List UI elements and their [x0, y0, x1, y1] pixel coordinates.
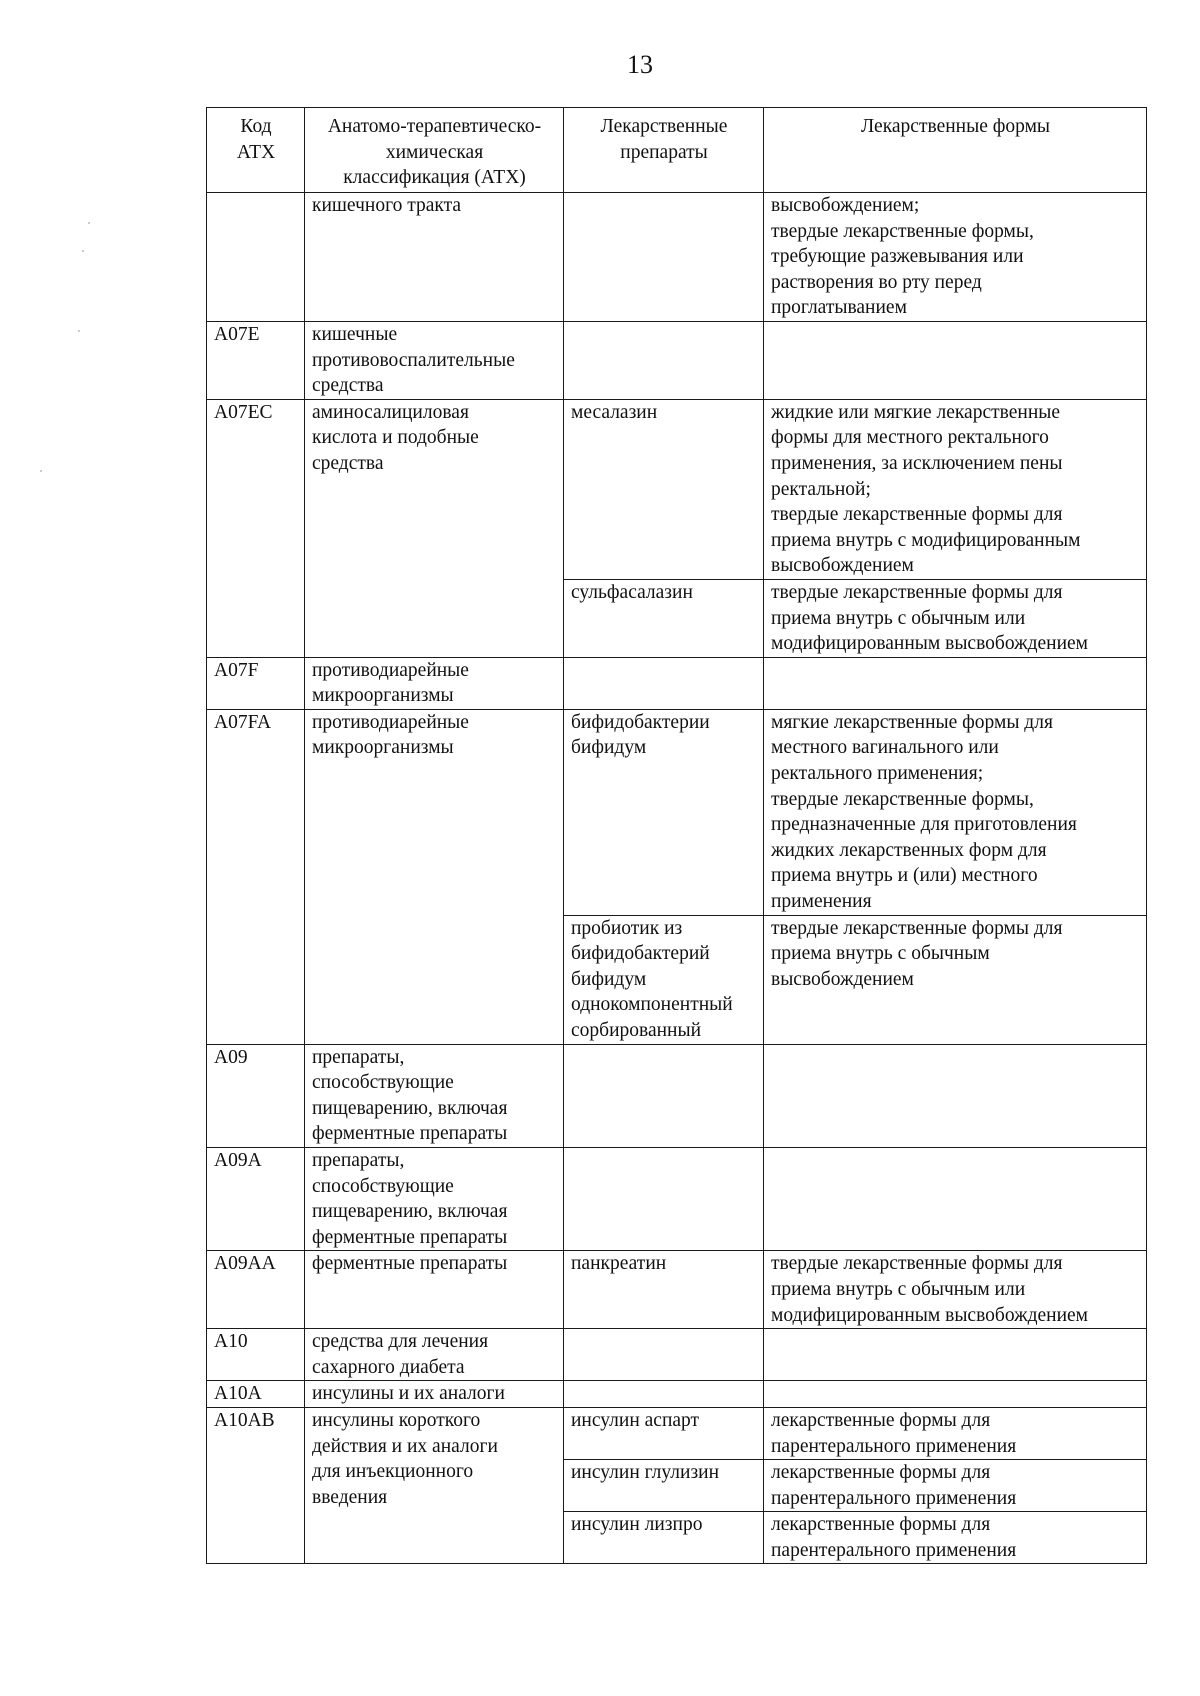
drug-cell	[564, 1329, 764, 1381]
table-row	[207, 1381, 1147, 1408]
table-row	[207, 399, 1147, 579]
atc-class-cell: средства для лечения сахарного диабета	[305, 1329, 564, 1381]
scan-speck	[88, 222, 90, 224]
table-row	[207, 321, 1147, 399]
atc-class-cell: кишечные противовоспалительные средства	[305, 321, 564, 399]
atc-code-cell: A07EC	[207, 399, 305, 657]
dosage-form-cell: мягкие лекарственные формы для местного вагинального или ректального применения; твердые лекарственные формы, предназначенные для приготовления жидких лекарственных форм для приема внутрь и (или) местного применения	[764, 709, 1147, 915]
table-row	[207, 709, 1147, 915]
atc-code-cell: A10AB	[207, 1407, 305, 1564]
atc-code-cell: A07E	[207, 321, 305, 399]
drug-cell	[564, 1381, 764, 1408]
table-header-row	[207, 108, 1147, 193]
table-row	[207, 1147, 1147, 1250]
dosage-form-cell	[764, 1147, 1147, 1250]
scan-speck	[82, 250, 84, 252]
scan-speck	[40, 470, 42, 472]
header-atc-classification: Анатомо-терапевтическо- химическая классификация (АТХ)	[305, 108, 564, 193]
atc-code-cell: A10A	[207, 1381, 305, 1408]
atc-class-cell: аминосалициловая кислота и подобные средства	[305, 399, 564, 657]
table-row	[207, 193, 1147, 322]
atc-class-cell: препараты, способствующие пищеварению, включая ферментные препараты	[305, 1147, 564, 1250]
atc-class-cell: инсулины и их аналоги	[305, 1381, 564, 1408]
atc-class-cell: кишечного тракта	[305, 193, 564, 322]
drug-cell	[564, 321, 764, 399]
table-row	[207, 1407, 1147, 1459]
drug-cell	[564, 1147, 764, 1250]
dosage-form-cell	[764, 1381, 1147, 1408]
drug-cell	[564, 1044, 764, 1147]
header-dosage-forms: Лекарственные формы	[764, 108, 1147, 193]
drug-cell	[564, 657, 764, 709]
drug-cell: инсулин глулизин	[564, 1460, 764, 1512]
atc-class-cell: препараты, способствующие пищеварению, включая ферментные препараты	[305, 1044, 564, 1147]
dosage-form-cell	[764, 321, 1147, 399]
drug-cell: пробиотик из бифидобактерий бифидум однокомпонентный сорбированный	[564, 915, 764, 1044]
page-number: 13	[627, 50, 653, 79]
atc-code-cell: A09	[207, 1044, 305, 1147]
dosage-form-cell: жидкие или мягкие лекарственные формы для местного ректального применения, за исключением пены ректальной; твердые лекарственные формы для приема внутрь с модифицированным высвобождением	[764, 399, 1147, 579]
dosage-form-cell	[764, 657, 1147, 709]
table-row	[207, 1329, 1147, 1381]
table-row	[207, 1251, 1147, 1329]
atc-class-cell: противодиарейные микроорганизмы	[305, 709, 564, 1044]
drug-cell	[564, 193, 764, 322]
header-atc-code: Код АТХ	[207, 108, 305, 193]
dosage-form-cell: твердые лекарственные формы для приема внутрь с обычным или модифицированным высвобождением	[764, 1251, 1147, 1329]
dosage-form-cell: лекарственные формы для парентерального применения	[764, 1407, 1147, 1459]
scan-speck	[78, 330, 80, 332]
atc-code-cell: A09A	[207, 1147, 305, 1250]
dosage-form-cell	[764, 1044, 1147, 1147]
dosage-form-cell: лекарственные формы для парентерального применения	[764, 1512, 1147, 1564]
dosage-form-cell: лекарственные формы для парентерального применения	[764, 1460, 1147, 1512]
drug-cell: инсулин лизпро	[564, 1512, 764, 1564]
drug-cell: сульфасалазин	[564, 579, 764, 657]
drug-cell: панкреатин	[564, 1251, 764, 1329]
atc-code-cell: A09AA	[207, 1251, 305, 1329]
table-row	[207, 1044, 1147, 1147]
drug-cell: бифидобактерии бифидум	[564, 709, 764, 915]
atc-code-cell: A10	[207, 1329, 305, 1381]
atc-class-cell: ферментные препараты	[305, 1251, 564, 1329]
dosage-form-cell: твердые лекарственные формы для приема внутрь с обычным или модифицированным высвобождением	[764, 579, 1147, 657]
header-drugs: Лекарственные препараты	[564, 108, 764, 193]
drug-cell: инсулин аспарт	[564, 1407, 764, 1459]
atc-code-cell: A07F	[207, 657, 305, 709]
atc-code-cell: A07FA	[207, 709, 305, 1044]
dosage-form-cell	[764, 1329, 1147, 1381]
atc-code-cell	[207, 193, 305, 322]
atc-class-cell: инсулины короткого действия и их аналоги для инъекционного введения	[305, 1407, 564, 1564]
drug-cell: месалазин	[564, 399, 764, 579]
atc-class-cell: противодиарейные микроорганизмы	[305, 657, 564, 709]
dosage-form-cell: твердые лекарственные формы для приема внутрь с обычным высвобождением	[764, 915, 1147, 1044]
table-row	[207, 657, 1147, 709]
atc-drug-table	[206, 107, 1147, 1564]
dosage-form-cell: высвобождением; твердые лекарственные формы, требующие разжевывания или растворения во рту перед проглатыванием	[764, 193, 1147, 322]
